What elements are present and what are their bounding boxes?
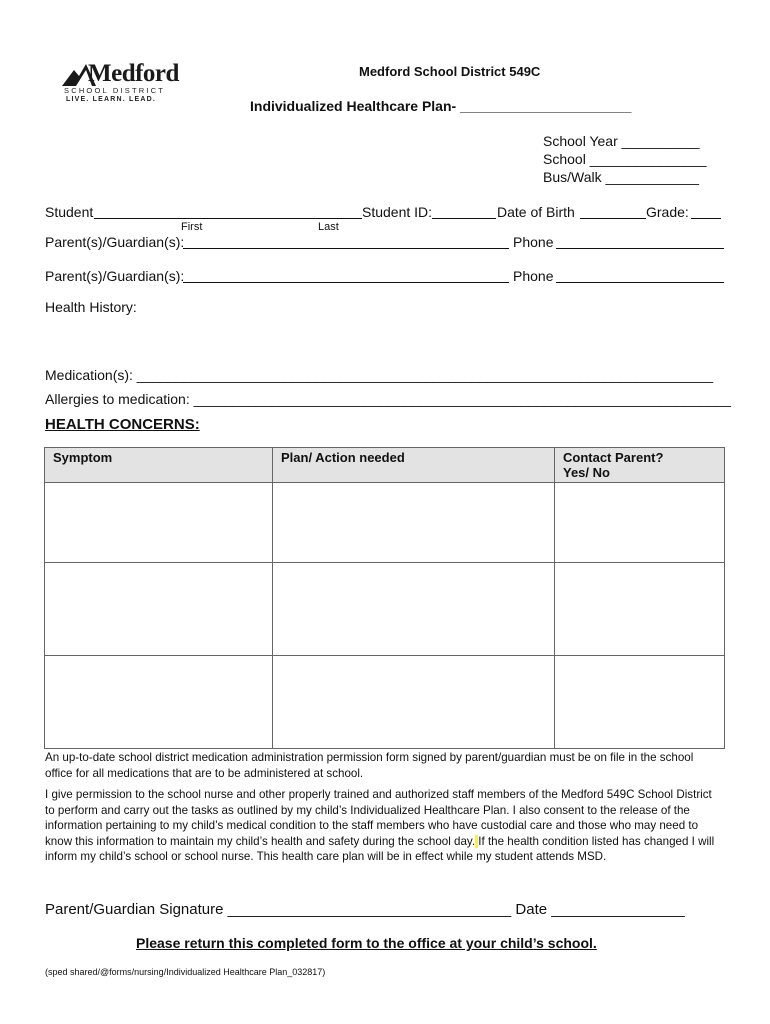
- guardian-name-field-2[interactable]: [183, 282, 509, 283]
- dob-field[interactable]: [580, 218, 646, 219]
- phone-field-2[interactable]: [556, 282, 724, 283]
- return-note: Please return this completed form to the office at your child’s school.: [136, 935, 597, 951]
- health-concerns-title: HEALTH CONCERNS:: [45, 416, 200, 433]
- consent-text-continued: If the health condition listed has changed I will inform my child’s school or school nurse. This health care plan will be in effect while my student attends MSD.: [45, 834, 715, 863]
- allergies-field[interactable]: Allergies to medication: _____________________________________________________________________: [45, 391, 731, 407]
- school-year-field[interactable]: School Year __________: [543, 133, 700, 149]
- student-name-field[interactable]: [94, 218, 362, 219]
- symptom-cell[interactable]: [45, 656, 273, 749]
- table-row: [45, 563, 725, 656]
- contact-parent-label: Contact Parent?: [563, 450, 664, 465]
- student-id-field[interactable]: [432, 218, 496, 219]
- plan-header: Plan/ Action needed: [273, 448, 555, 483]
- symptom-cell[interactable]: [45, 483, 273, 563]
- signature-line[interactable]: Parent/Guardian Signature __________________________________ Date ________________: [45, 901, 685, 918]
- logo-wordmark: Medford: [88, 60, 179, 87]
- grade-field[interactable]: [691, 218, 721, 219]
- medications-field[interactable]: Medication(s): __________________________________________________________________________: [45, 367, 713, 383]
- guardian-label-2: Parent(s)/Guardian(s):: [45, 268, 185, 284]
- district-logo: [60, 58, 179, 108]
- symptom-cell[interactable]: [45, 563, 273, 656]
- table-row: [45, 656, 725, 749]
- guardian-name-field-1[interactable]: [183, 248, 509, 249]
- yes-no-label: Yes/ No: [563, 465, 610, 480]
- first-name-hint: First: [181, 221, 203, 233]
- phone-label-2: Phone: [513, 268, 554, 284]
- logo-tagline: LIVE. LEARN. LEAD.: [66, 96, 157, 103]
- table-header-row: [45, 448, 725, 483]
- district-name: Medford School District 549C: [359, 64, 541, 79]
- dob-label: Date of Birth: [497, 204, 575, 220]
- bus-walk-field[interactable]: Bus/Walk ____________: [543, 169, 699, 185]
- plan-cell[interactable]: [273, 483, 555, 563]
- health-history-label: Health History:: [45, 299, 137, 315]
- form-title: Individualized Healthcare Plan- ______________________: [250, 98, 632, 114]
- contact-cell[interactable]: [555, 483, 725, 563]
- phone-label-1: Phone: [513, 234, 554, 250]
- symptom-header: Symptom: [45, 448, 273, 483]
- grade-label: Grade:: [646, 204, 689, 220]
- consent-text: I give permission to the school nurse and other properly trained and authorized staff members of the Medford 549C School District to perform and carry out the tasks as outlined by my child’s Individualized Healthcare Plan. I also consent to the release of the information pertaining to my child’s medical condition to the staff members who have custodial care and those who may need to know this information to maintain my child’s health and safety during the school day.: [45, 788, 712, 848]
- student-id-label: Student ID:: [362, 204, 433, 220]
- guardian-label-1: Parent(s)/Guardian(s):: [45, 234, 185, 250]
- contact-cell[interactable]: [555, 656, 725, 749]
- table-row: [45, 483, 725, 563]
- logo-subtitle: SCHOOL DISTRICT: [64, 86, 166, 95]
- school-field[interactable]: School _______________: [543, 151, 707, 167]
- footer-path: (sped shared/@forms/nursing/Individualized Healthcare Plan_032817): [45, 967, 326, 977]
- last-name-hint: Last: [318, 221, 339, 233]
- plan-cell[interactable]: [273, 563, 555, 656]
- plan-cell[interactable]: [273, 656, 555, 749]
- medication-notice: An up-to-date school district medication administration permission form signed by parent/guardian must be on file in the school office for all medications that are to be administered at school.: [45, 751, 694, 780]
- phone-field-1[interactable]: [556, 248, 724, 249]
- contact-cell[interactable]: [555, 563, 725, 656]
- student-label: Student: [45, 204, 94, 220]
- consent-paragraph: [45, 787, 720, 865]
- contact-parent-header: [555, 448, 725, 483]
- health-concerns-table: [44, 447, 725, 749]
